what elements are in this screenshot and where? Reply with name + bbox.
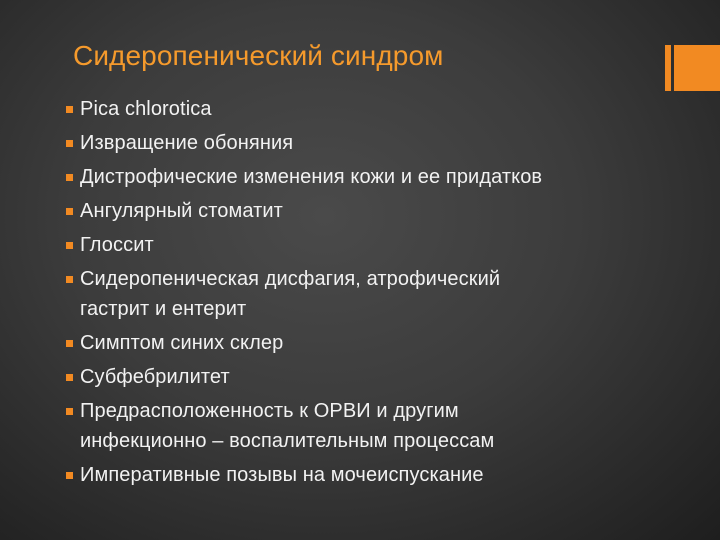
bullet-item xyxy=(64,163,704,191)
slide-title: Сидеропенический синдром xyxy=(73,40,444,71)
bullet-list xyxy=(64,95,704,495)
bullet-marker-icon xyxy=(66,140,73,147)
bullet-text: Предрасположенность к ОРВИ и другим xyxy=(80,400,459,422)
bullet-item xyxy=(64,461,704,489)
bullet-item xyxy=(64,95,704,123)
bullet-item xyxy=(64,265,704,323)
bullet-text: Императивные позывы на мочеиспускание xyxy=(80,464,484,486)
bullet-text: Дистрофические изменения кожи и ее придатков xyxy=(80,166,543,188)
accent-bar-thin xyxy=(665,45,671,91)
bullet-item xyxy=(64,363,704,391)
bullet-marker-icon xyxy=(66,276,73,283)
accent-bar-thick xyxy=(674,45,720,91)
bullet-marker-icon xyxy=(66,374,73,381)
bullet-marker-icon xyxy=(66,242,73,249)
bullet-text: Субфебрилитет xyxy=(80,366,230,388)
bullet-text: Pica chlorotica xyxy=(80,98,212,120)
bullet-item xyxy=(64,197,704,225)
bullet-item xyxy=(64,231,704,259)
bullet-text-continuation: гастрит и ентерит xyxy=(80,298,247,320)
bullet-marker-icon xyxy=(66,106,73,113)
bullet-item xyxy=(64,397,704,455)
bullet-marker-icon xyxy=(66,208,73,215)
bullet-text: Сидеропеническая дисфагия, атрофический xyxy=(80,268,501,290)
bullet-marker-icon xyxy=(66,472,73,479)
bullet-text: Ангулярный стоматит xyxy=(80,200,283,222)
bullet-text: Симптом синих склер xyxy=(80,332,284,354)
bullet-marker-icon xyxy=(66,340,73,347)
bullet-text: Извращение обоняния xyxy=(80,132,294,154)
bullet-item xyxy=(64,129,704,157)
bullet-text: Глоссит xyxy=(80,234,154,256)
bullet-item xyxy=(64,329,704,357)
bullet-text-continuation: инфекционно – воспалительным процессам xyxy=(80,430,495,452)
bullet-marker-icon xyxy=(66,174,73,181)
bullet-marker-icon xyxy=(66,408,73,415)
